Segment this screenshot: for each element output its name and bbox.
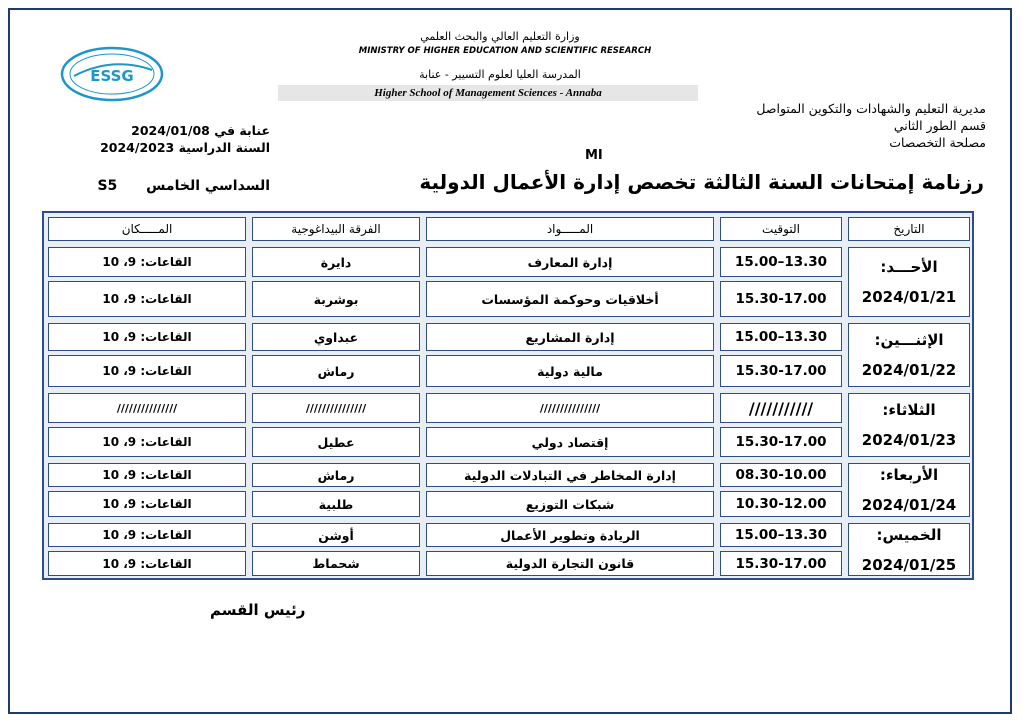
- time-cell: 13.30–15.00: [720, 323, 842, 351]
- time-cell: 08.30-10.00: [720, 463, 842, 487]
- header-place: المـــــكان: [48, 217, 246, 241]
- department-line: قسم الطور الثاني: [893, 118, 986, 133]
- school-english: Higher School of Management Sciences - Annaba: [278, 85, 698, 101]
- semester-label: السداسي الخامس: [146, 178, 270, 194]
- academic-year: السنة الدراسية 2024/2023: [100, 140, 270, 155]
- day-cell: [848, 247, 970, 317]
- subject-cell: ///////////////: [426, 393, 714, 423]
- ministry-arabic: وزارة التعليم العالي والبحث العلمي: [420, 30, 580, 43]
- mi-label: MI: [585, 148, 603, 163]
- day-date: 2024/01/25: [861, 555, 957, 574]
- place-cell: القاعات: 9، 10: [48, 323, 246, 351]
- semester-code: S5: [97, 178, 118, 194]
- team-cell: بوشربة: [252, 281, 420, 317]
- logo-text: ESSG: [90, 67, 134, 85]
- department-line: مصلحة التخصصات: [889, 135, 986, 150]
- day-name: الثلاثاء:: [882, 401, 936, 419]
- day-date: 2024/01/23: [861, 431, 957, 449]
- header-date: التاريخ: [848, 217, 970, 241]
- day-name: الأحـــد:: [880, 258, 938, 276]
- day-cell: [848, 463, 970, 517]
- day-cell: [848, 323, 970, 387]
- subject-cell: إدارة المعارف: [426, 247, 714, 277]
- page-title: رزنامة إمتحانات السنة الثالثة تخصص إدارة الأعمال الدولية: [419, 170, 984, 194]
- school-logo: [60, 46, 164, 102]
- subject-cell: شبكات التوزيع: [426, 491, 714, 517]
- team-cell: رماش: [252, 355, 420, 387]
- time-cell: 15.30-17.00: [720, 551, 842, 576]
- day-name: الخميس:: [876, 525, 942, 544]
- subject-cell: الريادة وتطوير الأعمال: [426, 523, 714, 547]
- time-cell: 13.30–15.00: [720, 247, 842, 277]
- subject-cell: إدارة المخاطر في التبادلات الدولية: [426, 463, 714, 487]
- time-cell: 13.30–15.00: [720, 523, 842, 547]
- team-cell: ///////////////: [252, 393, 420, 423]
- place-cell: القاعات: 9، 10: [48, 551, 246, 576]
- day-date: 2024/01/22: [861, 361, 957, 379]
- team-cell: رماش: [252, 463, 420, 487]
- time-cell: ///////////: [720, 393, 842, 423]
- day-date: 2024/01/24: [861, 496, 957, 514]
- time-cell: 10.30-12.00: [720, 491, 842, 517]
- time-cell: 15.30-17.00: [720, 355, 842, 387]
- department-block: [706, 100, 986, 151]
- header-time: التوقيت: [720, 217, 842, 241]
- department-head-signature-label: رئيس القسم: [210, 601, 306, 619]
- subject-cell: قانون التجارة الدولية: [426, 551, 714, 576]
- team-cell: عبداوي: [252, 323, 420, 351]
- department-line: مديرية التعليم والشهادات والتكوين المتواصل: [756, 101, 986, 116]
- subject-cell: إدارة المشاريع: [426, 323, 714, 351]
- day-name: الأربعاء:: [879, 466, 939, 484]
- subject-cell: مالية دولية: [426, 355, 714, 387]
- header-subject: المـــــواد: [426, 217, 714, 241]
- day-name: الإثنـــين:: [874, 331, 944, 349]
- team-cell: دايرة: [252, 247, 420, 277]
- school-arabic: المدرسة العليا لعلوم التسيير - عنابة: [419, 68, 581, 81]
- team-cell: عطيل: [252, 427, 420, 457]
- place-cell: القاعات: 9، 10: [48, 523, 246, 547]
- header-team: الفرقة البيداغوجية: [252, 217, 420, 241]
- semester-line: [70, 178, 270, 194]
- date-block: [70, 122, 270, 156]
- exam-schedule-table: [42, 211, 974, 580]
- place-cell: القاعات: 9، 10: [48, 247, 246, 277]
- day-cell: [848, 523, 970, 576]
- place-cell: القاعات: 9، 10: [48, 427, 246, 457]
- place-date: عنابة في 2024/01/08: [131, 123, 270, 138]
- place-cell: القاعات: 9، 10: [48, 281, 246, 317]
- day-cell: [848, 393, 970, 457]
- team-cell: شحماط: [252, 551, 420, 576]
- team-cell: طلبية: [252, 491, 420, 517]
- team-cell: أوشن: [252, 523, 420, 547]
- time-cell: 15.30-17.00: [720, 427, 842, 457]
- time-cell: 15.30-17.00: [720, 281, 842, 317]
- place-cell: القاعات: 9، 10: [48, 463, 246, 487]
- place-cell: ///////////////: [48, 393, 246, 423]
- place-cell: القاعات: 9، 10: [48, 491, 246, 517]
- day-date: 2024/01/21: [861, 288, 957, 306]
- subject-cell: إقتصاد دولي: [426, 427, 714, 457]
- ministry-english: MINISTRY OF HIGHER EDUCATION AND SCIENTIFIC RESEARCH: [358, 46, 652, 56]
- subject-cell: أخلاقيات وحوكمة المؤسسات: [426, 281, 714, 317]
- place-cell: القاعات: 9، 10: [48, 355, 246, 387]
